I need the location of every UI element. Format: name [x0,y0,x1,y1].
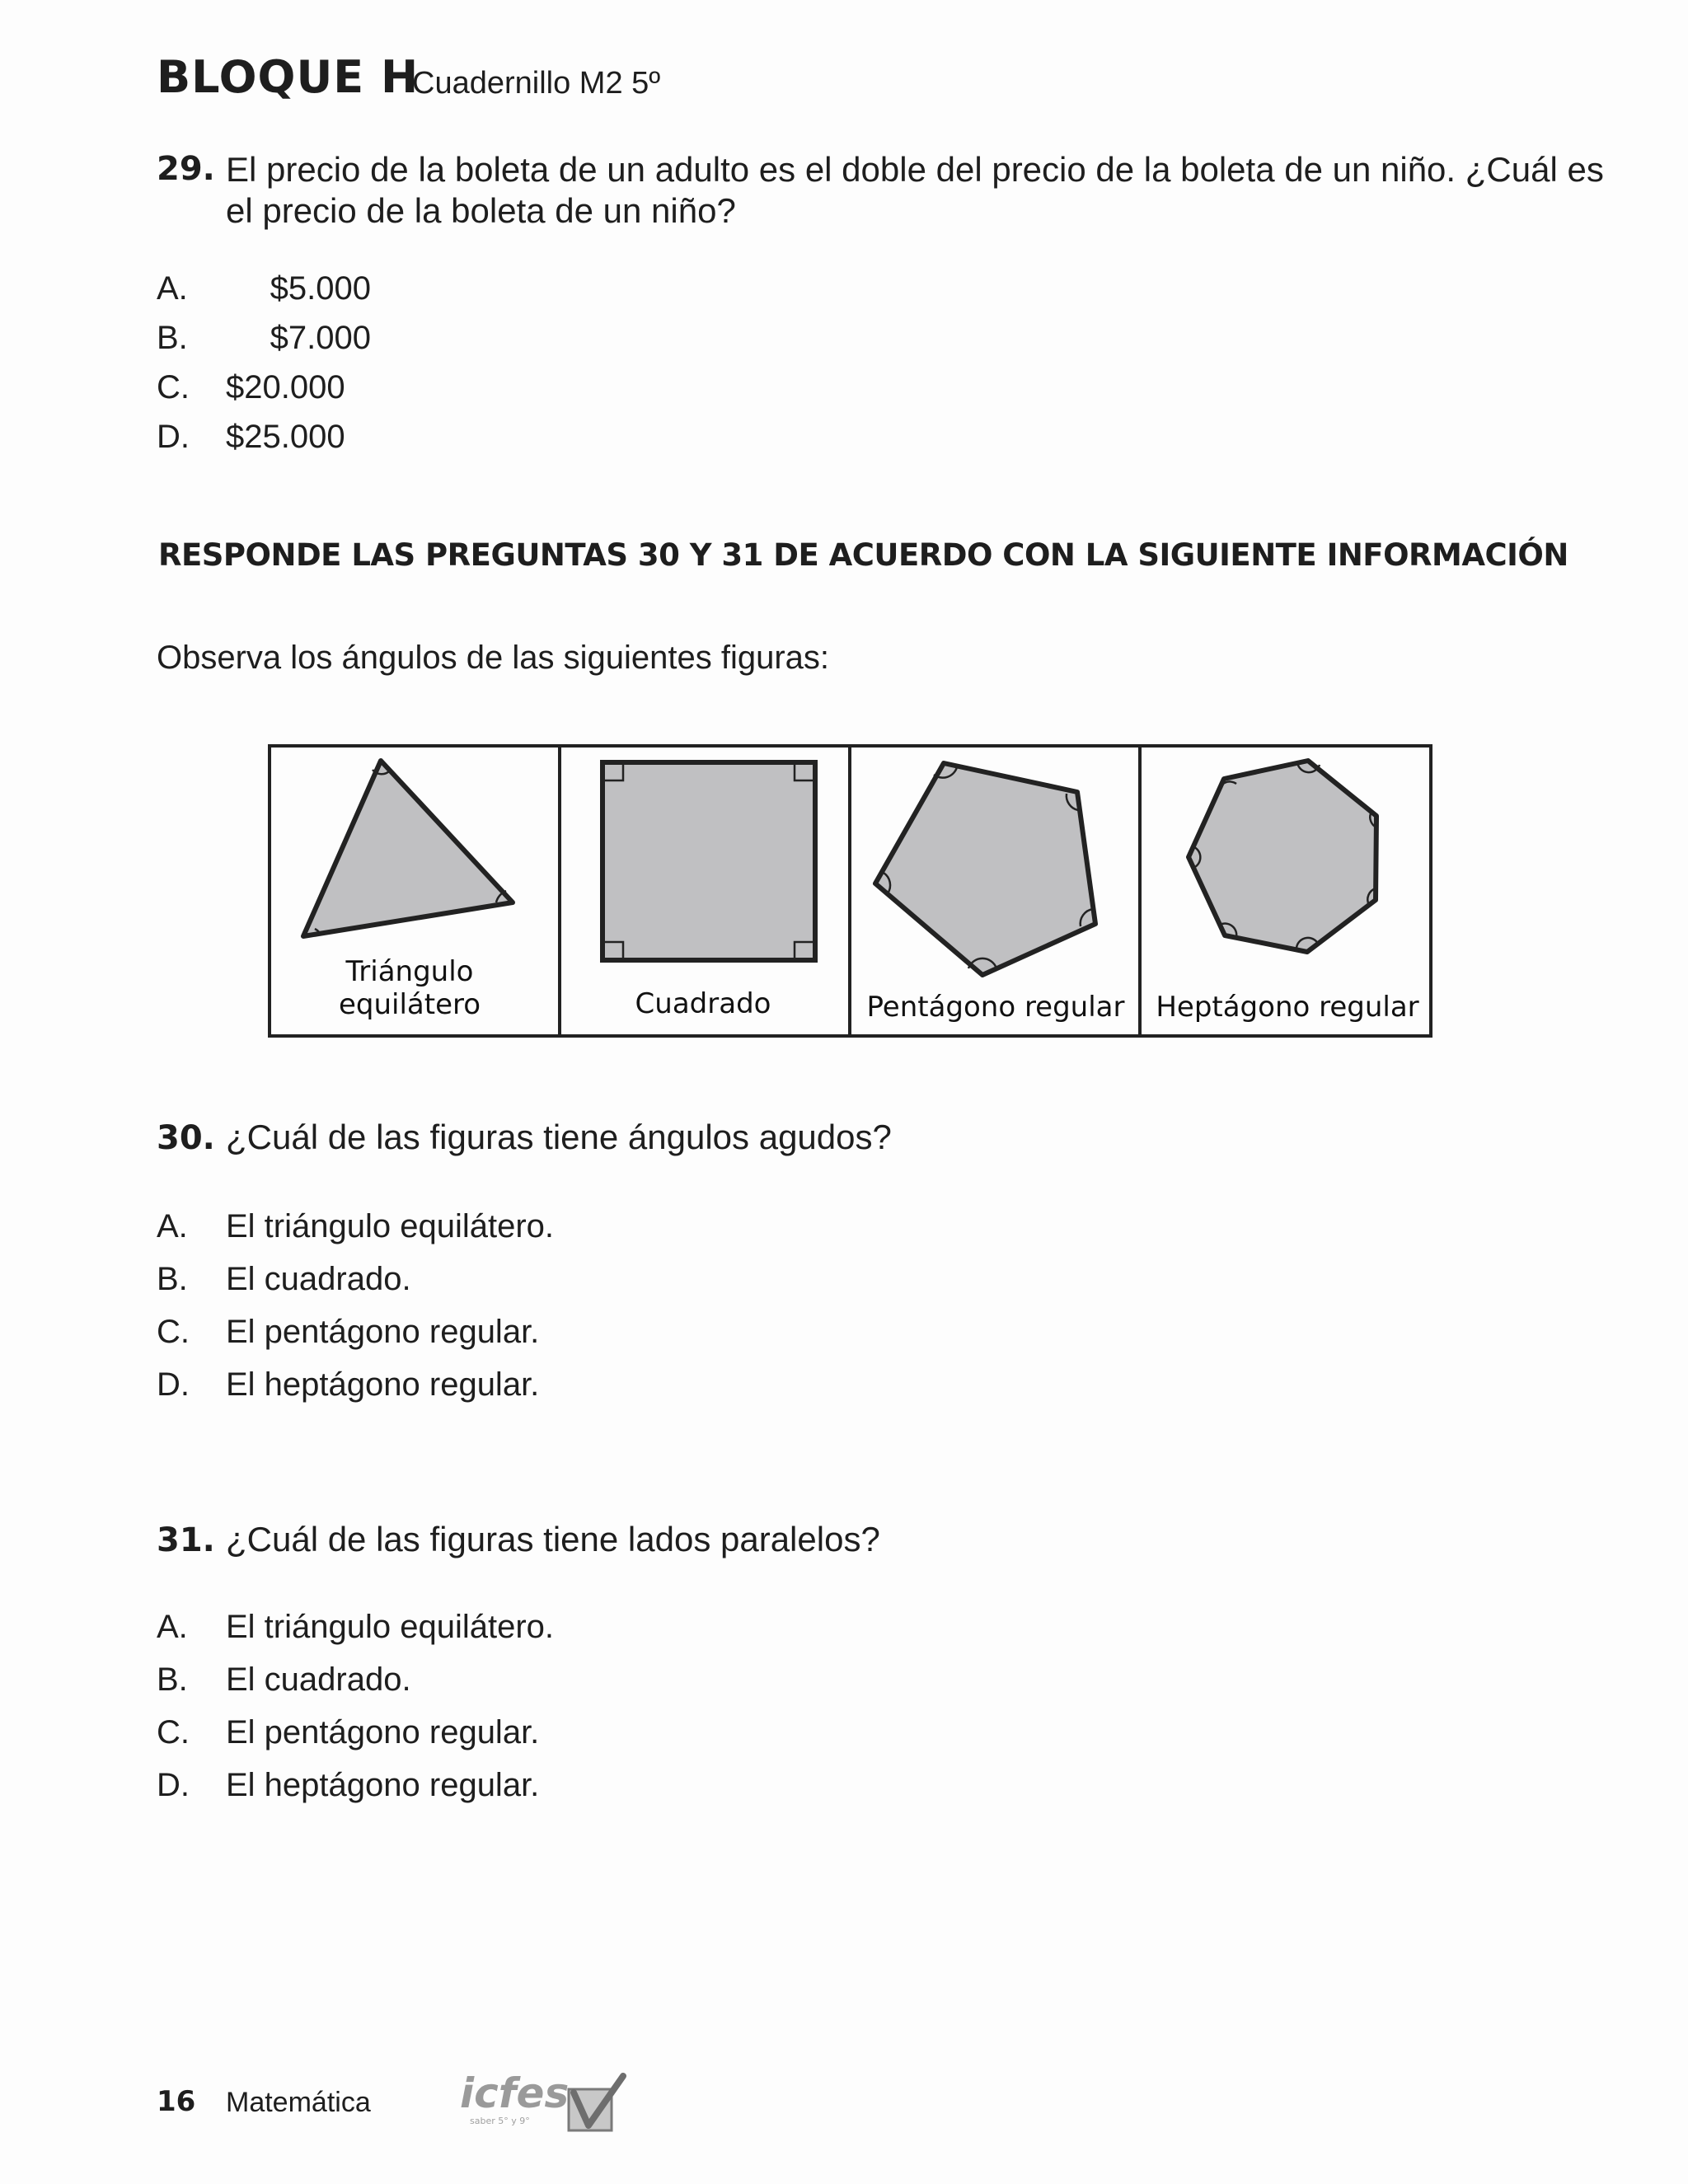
option-text: $7.000 [270,320,371,356]
label-square: Cuadrado [635,987,771,1020]
option-text: El triángulo equilátero. [226,1609,555,1645]
question-29-option-b[interactable] [157,320,371,357]
option-letter: A. [157,270,188,307]
option-letter: B. [157,320,188,356]
logo-subtext: saber 5° y 9° [470,2116,530,2126]
option-letter: D. [157,419,190,455]
option-text: El cuadrado. [226,1661,411,1698]
option-text: El pentágono regular. [226,1314,540,1350]
option-text: El triángulo equilátero. [226,1208,555,1244]
block-title: BLOQUE H [157,51,420,103]
figures-panel [268,744,1432,1038]
option-text: $25.000 [226,419,345,455]
question-30-option-c[interactable] [157,1314,539,1351]
option-letter: D. [157,1366,190,1403]
question-29-option-c[interactable] [157,369,345,406]
checkmark-icon [569,2076,623,2130]
option-text: $5.000 [270,270,371,307]
instruction-heading: RESPONDE LAS PREGUNTAS 30 Y 31 DE ACUERDO CON LA SIGUIENTE INFORMACIÓN [158,537,1568,573]
option-letter: C. [157,1314,190,1350]
square-shape [603,762,815,960]
icfes-logo [460,2073,629,2139]
question-30-option-a[interactable] [157,1208,554,1245]
triangle-shape [303,761,513,936]
option-letter: B. [157,1261,188,1297]
option-text: $20.000 [226,369,345,405]
question-31-number: 31. [157,1521,215,1559]
option-letter: B. [157,1661,188,1698]
option-letter: D. [157,1767,190,1803]
option-text: El heptágono regular. [226,1767,540,1803]
label-pentagon: Pentágono regular [866,991,1125,1024]
question-29-number: 29. [157,150,215,188]
question-29-text-line1: El precio de la boleta de un adulto es el doble del precio de la boleta de un niño. ¿Cuál es [226,150,1604,189]
logo-wordmark: icfes [460,2073,570,2117]
question-31-option-a[interactable] [157,1609,554,1646]
option-text: El pentágono regular. [226,1714,540,1750]
label-heptagon: Heptágono regular [1156,991,1419,1024]
question-31-option-d[interactable] [157,1767,539,1804]
option-letter: C. [157,369,190,405]
page-number: 16 [157,2085,196,2118]
question-29-text-line2: el precio de la boleta de un niño? [226,191,736,230]
question-30-option-d[interactable] [157,1366,539,1404]
intro-text: Observa los ángulos de las siguientes figuras: [157,640,830,676]
question-30-number: 30. [157,1119,215,1157]
question-31-option-b[interactable] [157,1661,411,1699]
option-text: El cuadrado. [226,1261,411,1297]
option-letter: A. [157,1609,188,1645]
question-31-option-c[interactable] [157,1714,539,1751]
heptagon-shape [1189,761,1376,952]
question-30-option-b[interactable] [157,1261,411,1298]
subject-label: Matemática [226,2087,371,2118]
label-triangle-line2: equilátero [338,988,481,1021]
option-letter: C. [157,1714,190,1750]
option-text: El heptágono regular. [226,1366,540,1403]
pentagon-shape [875,763,1095,975]
booklet-subtitle: Cuadernillo M2 5º [412,66,661,101]
option-letter: A. [157,1208,188,1244]
question-30-text: ¿Cuál de las figuras tiene ángulos agudos? [226,1118,892,1156]
question-31-text: ¿Cuál de las figuras tiene lados paralelos? [226,1520,880,1558]
question-29-option-d[interactable] [157,419,345,456]
label-triangle-line1: Triángulo [345,955,474,988]
question-29-option-a[interactable] [157,270,371,307]
